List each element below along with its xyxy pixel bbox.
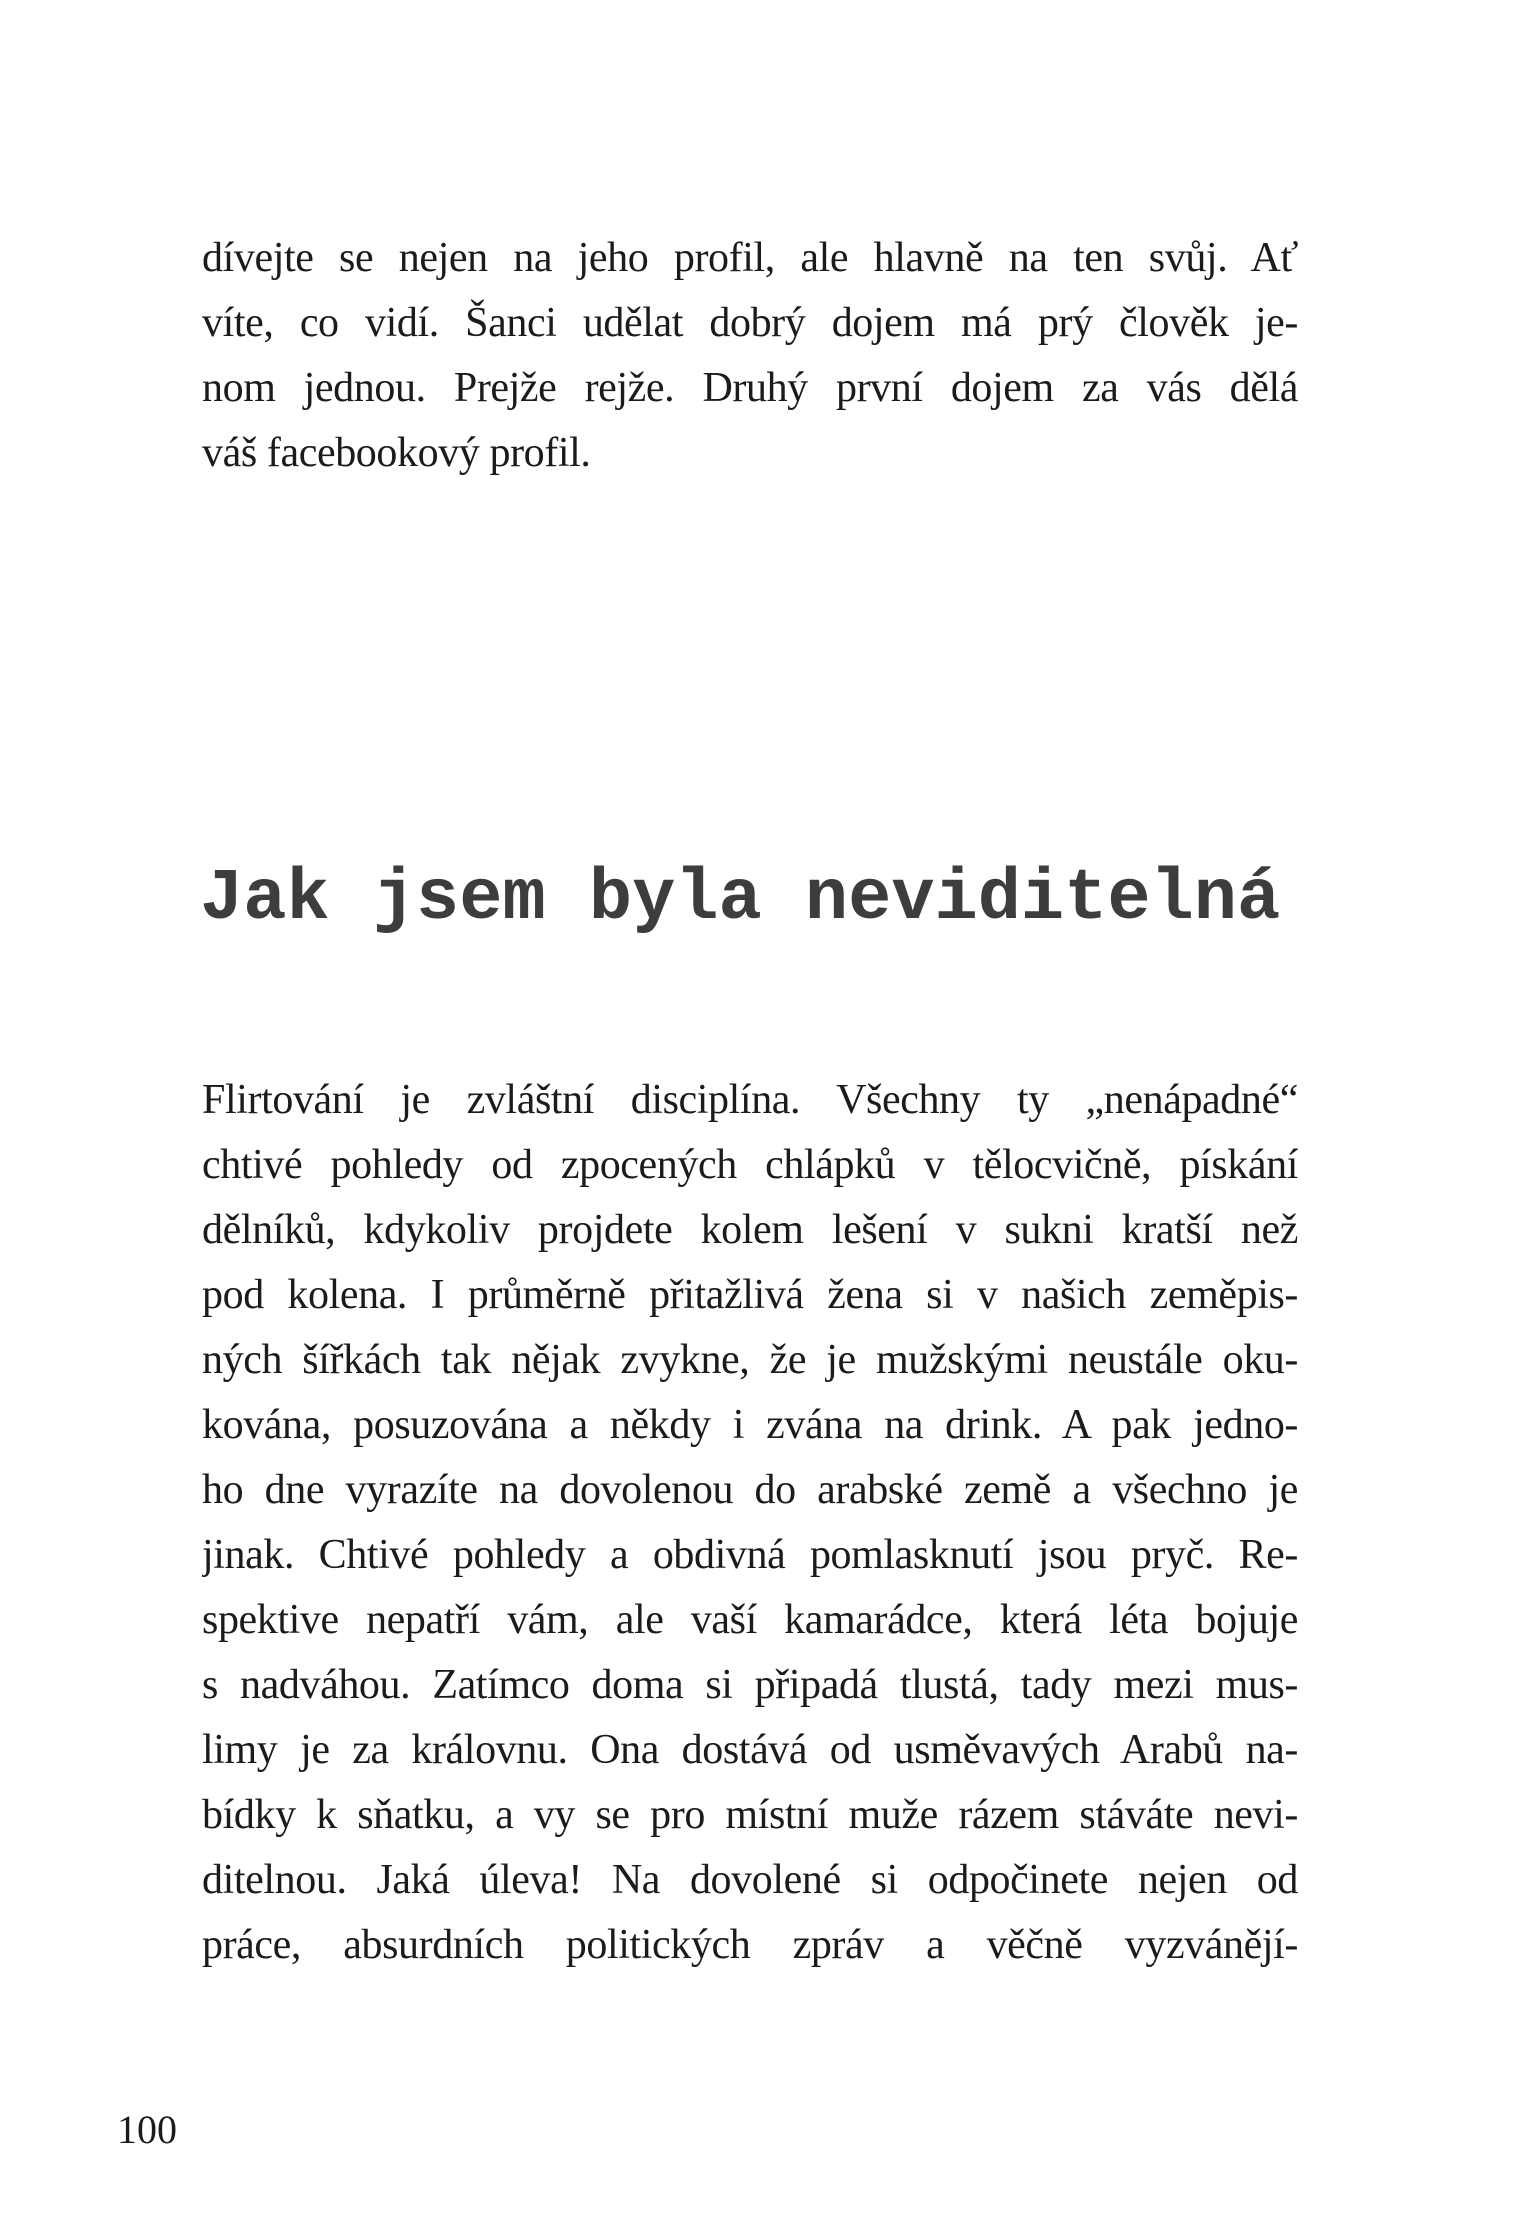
text-line: ných šířkách tak nějak zvykne, že je mužskými neustále oku- xyxy=(202,1337,1298,1383)
text-line: chtivé pohledy od zpocených chlápků v tělocvičně, pískání xyxy=(202,1142,1298,1188)
text-line: s nadváhou. Zatímco doma si připadá tlustá, tady mezi mus- xyxy=(202,1662,1298,1708)
text-line: dělníků, kdykoliv projdete kolem lešení v sukni kratší než xyxy=(202,1207,1298,1253)
text-line: víte, co vidí. Šanci udělat dobrý dojem má prý člověk je- xyxy=(202,300,1298,346)
text-line: kována, posuzována a někdy i zvána na drink. A pak jedno- xyxy=(202,1402,1298,1448)
text-line: váš facebookový profil. xyxy=(202,430,591,476)
text-line: jinak. Chtivé pohledy a obdivná pomlasknutí jsou pryč. Re- xyxy=(202,1532,1298,1578)
chapter-heading: Jak jsem byla neviditelná xyxy=(200,858,1281,940)
intro-paragraph xyxy=(202,226,1298,486)
text-line: pod kolena. I průměrně přitažlivá žena si v našich zeměpis- xyxy=(202,1272,1298,1318)
page-number: 100 xyxy=(117,2107,177,2152)
chapter-paragraph xyxy=(202,1068,1298,1978)
text-line: práce, absurdních politických zpráv a věčně vyzvánějí- xyxy=(202,1922,1298,1968)
text-line: nom jednou. Prejže rejže. Druhý první dojem za vás dělá xyxy=(202,365,1298,411)
text-line: limy je za královnu. Ona dostává od usměvavých Arabů na- xyxy=(202,1727,1298,1773)
text-line: spektive nepatří vám, ale vaší kamarádce, která léta bojuje xyxy=(202,1597,1298,1643)
text-line: ho dne vyrazíte na dovolenou do arabské země a všechno je xyxy=(202,1467,1298,1513)
text-line: ditelnou. Jaká úleva! Na dovolené si odpočinete nejen od xyxy=(202,1857,1298,1903)
text-line: Flirtování je zvláštní disciplína. Všechny ty „nenápadné“ xyxy=(202,1077,1298,1123)
text-line: dívejte se nejen na jeho profil, ale hlavně na ten svůj. Ať xyxy=(202,235,1298,281)
text-line: bídky k sňatku, a vy se pro místní muže rázem stáváte nevi- xyxy=(202,1792,1298,1838)
